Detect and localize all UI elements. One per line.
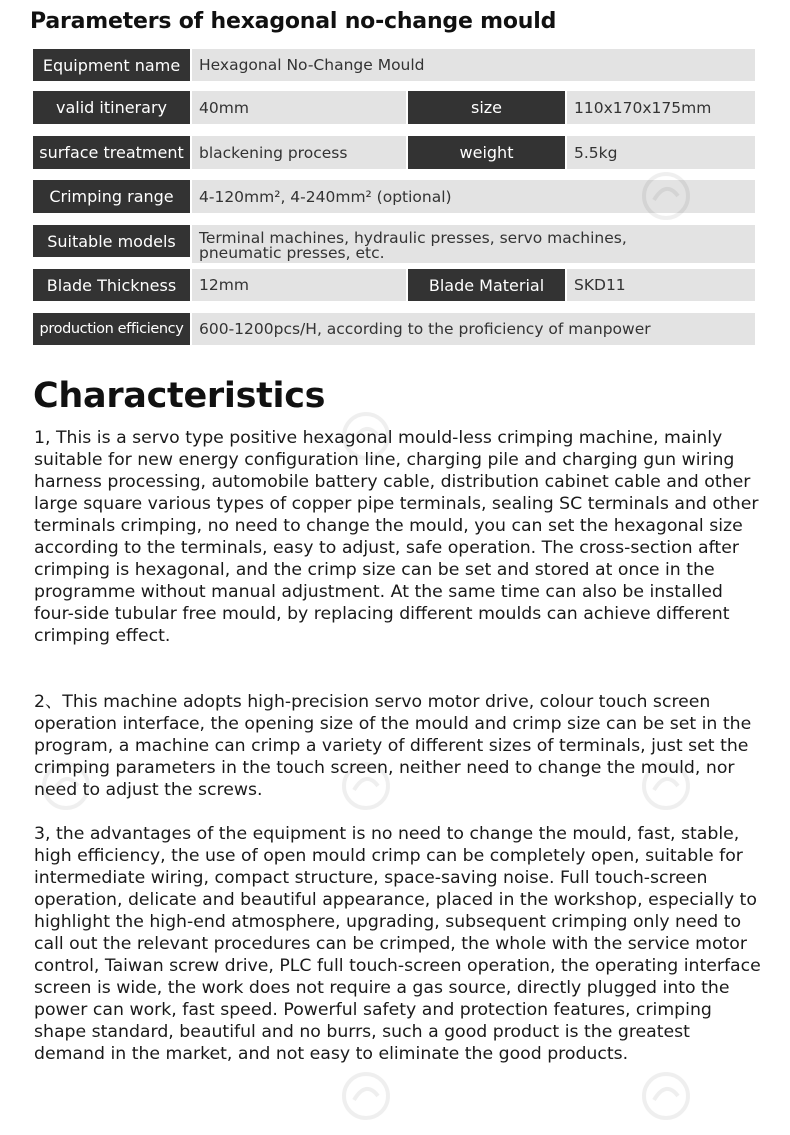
- size-label: size: [408, 91, 565, 124]
- characteristics-paragraph-2: 2、This machine adopts high-precision servo motor drive, colour touch screen operation interface, the opening size of the mould and crimp size can be set in the program, a machine can crimp a variety of different sizes of terminals, just set the crimping parameters in the touch screen, neither need to change the mould, nor need to adjust the screws.: [34, 692, 752, 800]
- param-row-equipment: [33, 49, 755, 81]
- watermark-logo-icon: [640, 1070, 692, 1122]
- blade-thickness-value: 12mm: [192, 269, 406, 301]
- blade-thickness-label: Blade Thickness: [33, 269, 190, 301]
- param-row-surface-weight: [33, 136, 755, 169]
- blade-material-label: Blade Material: [408, 269, 565, 301]
- crimping-range-label: Crimping range: [33, 180, 190, 213]
- watermark-logo-icon: [640, 760, 692, 812]
- page-title: Parameters of hexagonal no-change mould: [30, 9, 557, 34]
- surface-treatment-label: surface treatment: [33, 136, 190, 169]
- valid-itinerary-value: 40mm: [192, 91, 406, 124]
- weight-value: 5.5kg: [567, 136, 755, 169]
- weight-label: weight: [408, 136, 565, 169]
- param-row-suitable-models: [33, 225, 755, 262]
- characteristics-heading: Characteristics: [33, 376, 326, 416]
- valid-itinerary-label: valid itinerary: [33, 91, 190, 124]
- production-efficiency-value: 600-1200pcs/H, according to the proficiency of manpower: [192, 313, 755, 345]
- watermark-logo-icon: [640, 170, 692, 222]
- blade-material-value: SKD11: [567, 269, 755, 301]
- param-row-blade: [33, 269, 755, 301]
- param-row-itinerary-size: [33, 91, 755, 124]
- equipment-name-label: Equipment name: [33, 49, 190, 81]
- characteristics-paragraph-3: 3, the advantages of the equipment is no need to change the mould, fast, stable, high efficiency, the use of open mould crimp can be completely open, suitable for intermediate wiring, compact structure, space-saving noise. Full touch-screen operation, delicate and beautiful appearance, placed in the workshop, especially to highlight the high-end atmosphere, upgrading, subsequent crimping only need to call out the relevant procedures can be crimped, the whole with the service motor control, Taiwan screw drive, PLC full touch-screen operation, the operating interface screen is wide, the work does not require a gas source, directly plugged into the power can work, fast speed. Powerful safety and protection features, crimping shape standard, beautiful and no burrs, such a good product is the greatest demand in the market, and not easy to eliminate the good products.: [34, 824, 761, 1064]
- suitable-models-label: Suitable models: [33, 225, 190, 257]
- production-efficiency-label: production efficiency: [33, 313, 190, 345]
- param-row-production-efficiency: [33, 313, 755, 345]
- watermark-logo-icon: [340, 760, 392, 812]
- equipment-name-value: Hexagonal No-Change Mould: [192, 49, 755, 81]
- watermark-logo-icon: [40, 760, 92, 812]
- watermark-logo-icon: [340, 410, 392, 462]
- suitable-models-value: Terminal machines, hydraulic presses, servo machines, pneumatic presses, etc.: [192, 225, 755, 263]
- size-value: 110x170x175mm: [567, 91, 755, 124]
- watermark-logo-icon: [340, 1070, 392, 1122]
- characteristics-paragraph-1: 1, This is a servo type positive hexagonal mould-less crimping machine, mainly suitable for new energy configuration line, charging pile and charging gun wiring harness processing, automobile battery cable, distribution cabinet cable and other large square various types of copper pipe terminals, sealing SC terminals and other terminals crimping, no need to change the mould, you can set the hexagonal size according to the terminals, easy to adjust, safe operation. The cross-section after crimping is hexagonal, and the crimp size can be set and stored at once in the programme without manual adjustment. At the same time can also be installed four-side tubular free mould, by replacing different moulds can achieve different crimping effect.: [34, 428, 759, 646]
- surface-treatment-value: blackening process: [192, 136, 406, 169]
- crimping-range-value: 4-120mm², 4-240mm² (optional): [192, 180, 755, 213]
